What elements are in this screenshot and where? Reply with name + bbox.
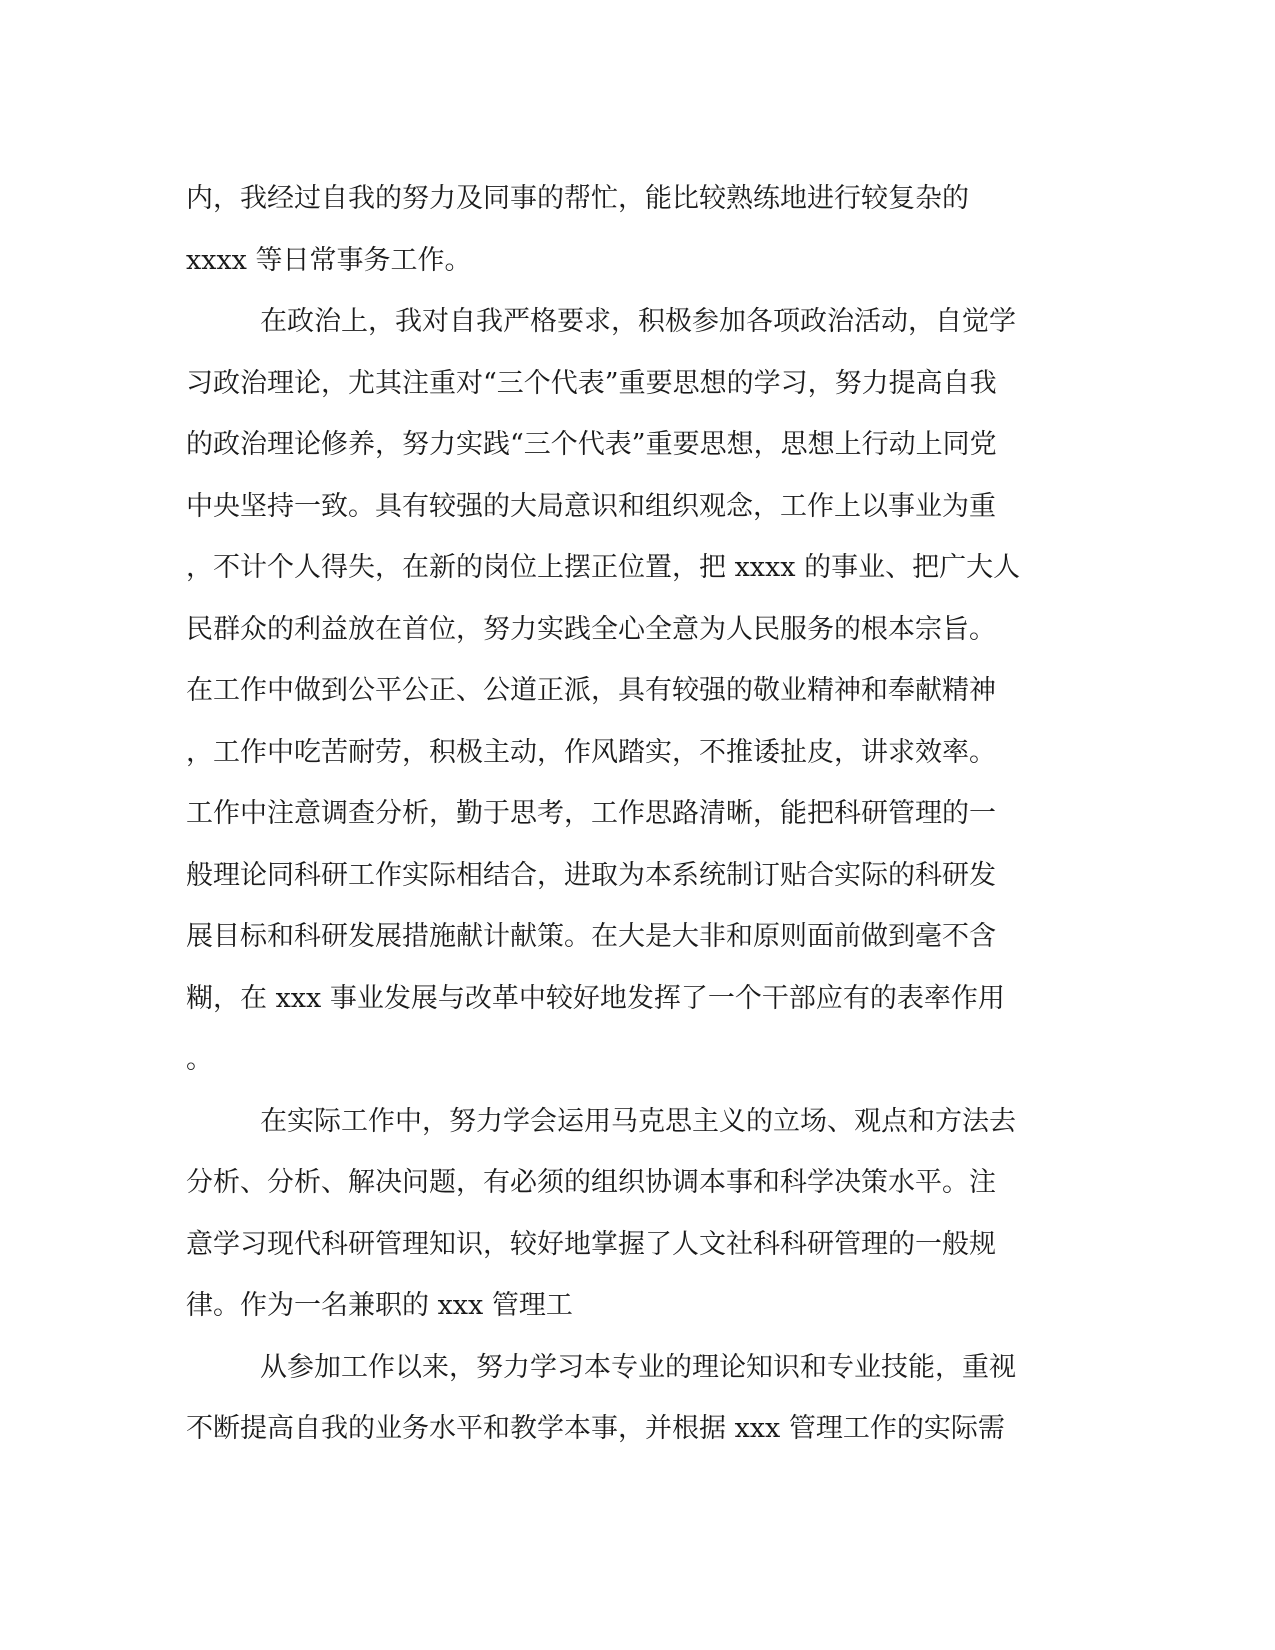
text-line: 习政治理论，尤其注重对“三个代表”重要思想的学习，努力提高自我 bbox=[186, 367, 997, 399]
paragraph-start-line: 在政治上，我对自我严格要求，积极参加各项政治活动，自觉学 bbox=[260, 306, 1016, 337]
text-line: ，不计个人得失，在新的岗位上摆正位置，把 xxxx 的事业、把广大人 bbox=[186, 552, 1021, 583]
text-line: xxxx 等日常事务工作。 bbox=[186, 244, 472, 276]
text-line: 工作中注意调查分析，勤于思考，工作思路清晰，能把科研管理的一 bbox=[186, 798, 996, 829]
text-line: 不断提高自我的业务水平和教学本事，并根据 xxx 管理工作的实际需 bbox=[186, 1413, 1005, 1444]
text-line: 展目标和科研发展措施献计献策。在大是大非和原则面前做到毫不含 bbox=[186, 921, 996, 952]
text-line: 般理论同科研工作实际相结合，进取为本系统制订贴合实际的科研发 bbox=[186, 859, 996, 891]
text-line: 内，我经过自我的努力及同事的帮忙，能比较熟练地进行较复杂的 bbox=[186, 183, 969, 214]
text-line: ，工作中吃苦耐劳，积极主动，作风踏实，不推诿扯皮，讲求效率。 bbox=[186, 736, 996, 768]
text-line: 糊，在 xxx 事业发展与改革中较好地发挥了一个干部应有的表率作用 bbox=[186, 982, 1005, 1014]
paragraph-start-line: 在实际工作中，努力学会运用马克思主义的立场、观点和方法去 bbox=[260, 1105, 1016, 1137]
text-line: 中央坚持一致。具有较强的大局意识和组织观念，工作上以事业为重 bbox=[186, 490, 996, 522]
text-line: 在工作中做到公平公正、公道正派，具有较强的敬业精神和奉献精神 bbox=[186, 675, 996, 706]
text-line: 的政治理论修养，努力实践“三个代表”重要思想，思想上行动上同党 bbox=[186, 429, 997, 460]
text-line: 分析、分析、解决问题，有必须的组织协调本事和科学决策水平。注 bbox=[186, 1167, 996, 1198]
text-line: 。 bbox=[186, 1044, 213, 1075]
body-text bbox=[186, 168, 1086, 1460]
text-line: 民群众的利益放在首位，努力实践全心全意为人民服务的根本宗旨。 bbox=[186, 613, 996, 645]
paragraph-start-line: 从参加工作以来，努力学习本专业的理论知识和专业技能，重视 bbox=[260, 1351, 1016, 1383]
text-line: 律。作为一名兼职的 xxx 管理工 bbox=[186, 1290, 573, 1321]
text-line: 意学习现代科研管理知识，较好地掌握了人文社科科研管理的一般规 bbox=[186, 1228, 996, 1260]
